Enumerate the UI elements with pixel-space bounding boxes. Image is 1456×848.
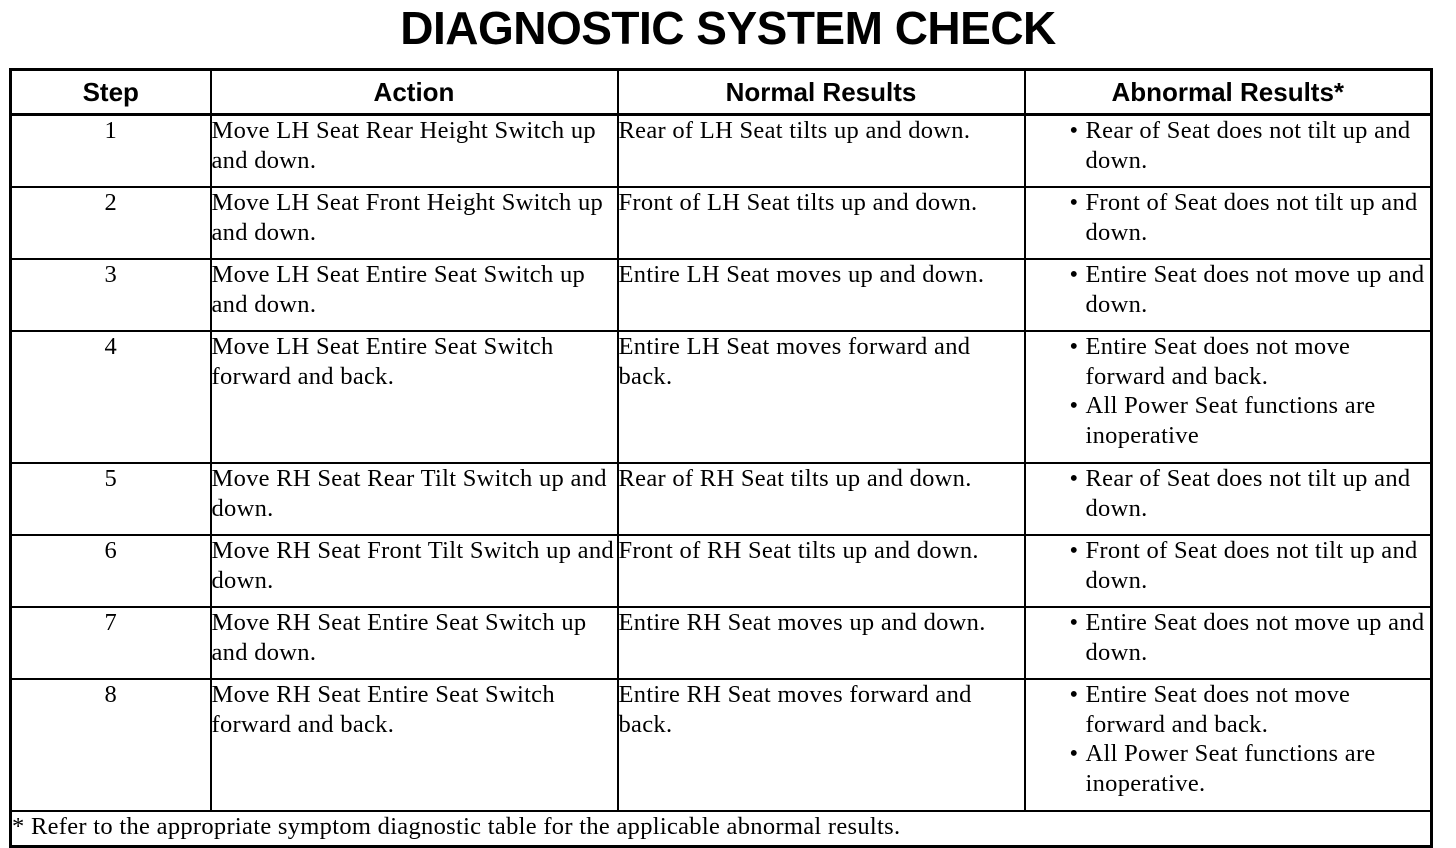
abnormal-result-item: • Entire Seat does not move forward and back. — [1026, 332, 1431, 391]
table-row — [11, 607, 1432, 679]
action-cell: Move RH Seat Rear Tilt Switch up and down. — [211, 463, 618, 535]
action-cell: Move LH Seat Entire Seat Switch forward and back. — [211, 331, 618, 463]
action-cell: Move LH Seat Front Height Switch up and down. — [211, 187, 618, 259]
table-row — [11, 535, 1432, 607]
table-row — [11, 187, 1432, 259]
normal-result-cell: Entire RH Seat moves up and down. — [618, 607, 1025, 679]
normal-result-cell: Front of RH Seat tilts up and down. — [618, 535, 1025, 607]
table-header-row — [11, 70, 1432, 115]
step-number: 5 — [11, 463, 211, 535]
action-cell: Move RH Seat Front Tilt Switch up and down. — [211, 535, 618, 607]
abnormal-result-list — [1026, 332, 1431, 450]
abnormal-result-list — [1026, 608, 1431, 667]
abnormal-result-list — [1026, 464, 1431, 523]
abnormal-result-item: • Front of Seat does not tilt up and down. — [1026, 536, 1431, 595]
abnormal-result-list — [1026, 260, 1431, 319]
table-row — [11, 463, 1432, 535]
normal-result-cell: Entire LH Seat moves forward and back. — [618, 331, 1025, 463]
abnormal-result-item: • Rear of Seat does not tilt up and down. — [1026, 116, 1431, 175]
normal-result-cell: Front of LH Seat tilts up and down. — [618, 187, 1025, 259]
normal-result-cell: Rear of RH Seat tilts up and down. — [618, 463, 1025, 535]
table-row — [11, 679, 1432, 811]
column-header-step: Step — [11, 70, 211, 115]
abnormal-result-item: • Rear of Seat does not tilt up and down. — [1026, 464, 1431, 523]
step-number: 2 — [11, 187, 211, 259]
abnormal-result-cell — [1025, 187, 1432, 259]
column-header-normal-results: Normal Results — [618, 70, 1025, 115]
column-header-action: Action — [211, 70, 618, 115]
action-cell: Move RH Seat Entire Seat Switch up and down. — [211, 607, 618, 679]
step-number: 6 — [11, 535, 211, 607]
diagnostic-table — [9, 68, 1433, 848]
step-number: 3 — [11, 259, 211, 331]
normal-result-cell: Entire RH Seat moves forward and back. — [618, 679, 1025, 811]
footnote: * Refer to the appropriate symptom diagnostic table for the applicable abnormal results. — [11, 811, 1432, 847]
table-row — [11, 259, 1432, 331]
abnormal-result-cell — [1025, 115, 1432, 188]
normal-result-cell: Entire LH Seat moves up and down. — [618, 259, 1025, 331]
column-header-abnormal-results: Abnormal Results* — [1025, 70, 1432, 115]
action-cell: Move RH Seat Entire Seat Switch forward and back. — [211, 679, 618, 811]
page-title: DIAGNOSTIC SYSTEM CHECK — [400, 2, 1056, 54]
abnormal-result-cell — [1025, 535, 1432, 607]
normal-result-cell: Rear of LH Seat tilts up and down. — [618, 115, 1025, 188]
step-number: 1 — [11, 115, 211, 188]
step-number: 7 — [11, 607, 211, 679]
table-row — [11, 331, 1432, 463]
action-cell: Move LH Seat Entire Seat Switch up and down. — [211, 259, 618, 331]
step-number: 4 — [11, 331, 211, 463]
abnormal-result-cell — [1025, 259, 1432, 331]
abnormal-result-list — [1026, 116, 1431, 175]
abnormal-result-item: • All Power Seat functions are inoperative. — [1026, 739, 1431, 798]
abnormal-result-item: • All Power Seat functions are inoperative — [1026, 391, 1431, 450]
abnormal-result-cell — [1025, 607, 1432, 679]
abnormal-result-cell — [1025, 679, 1432, 811]
abnormal-result-item: • Entire Seat does not move up and down. — [1026, 260, 1431, 319]
table-row — [11, 115, 1432, 188]
footnote-row — [11, 811, 1432, 847]
abnormal-result-item: • Entire Seat does not move up and down. — [1026, 608, 1431, 667]
abnormal-result-list — [1026, 536, 1431, 595]
action-cell: Move LH Seat Rear Height Switch up and down. — [211, 115, 618, 188]
abnormal-result-cell — [1025, 463, 1432, 535]
abnormal-result-item: • Front of Seat does not tilt up and down. — [1026, 188, 1431, 247]
abnormal-result-cell — [1025, 331, 1432, 463]
abnormal-result-item: • Entire Seat does not move forward and back. — [1026, 680, 1431, 739]
step-number: 8 — [11, 679, 211, 811]
abnormal-result-list — [1026, 188, 1431, 247]
abnormal-result-list — [1026, 680, 1431, 798]
